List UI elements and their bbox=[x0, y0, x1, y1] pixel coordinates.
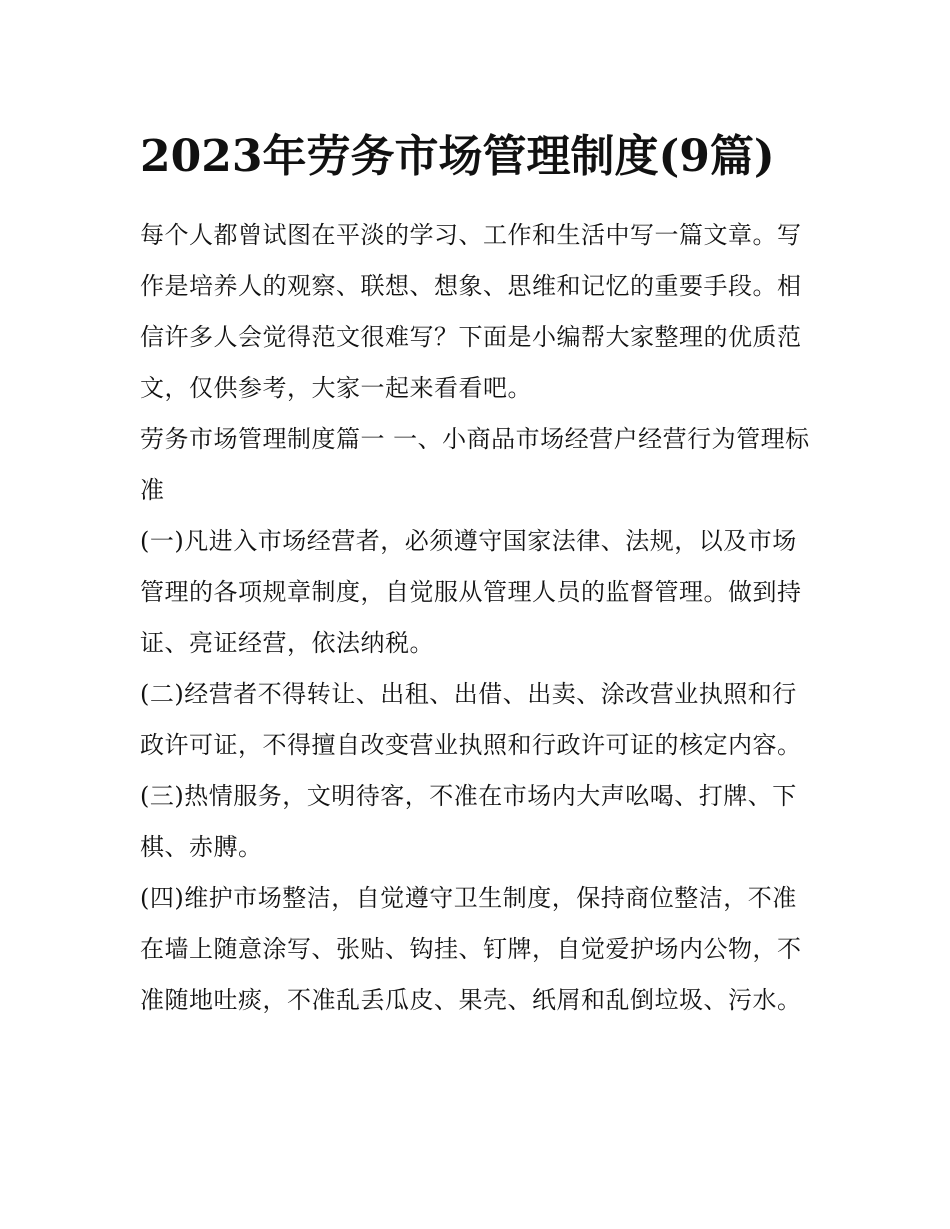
rule-paragraph-4: (四)维护市场整洁，自觉遵守卫生制度，保持商位整洁，不准在墙上随意涂写、张贴、钩挂、钉牌，自觉爱护场内公物，不准随地吐痰，不准乱丢瓜皮、果壳、纸屑和乱倒垃圾、污水。 bbox=[140, 884, 802, 1014]
rule-paragraph-2: (二)经营者不得转让、出租、出借、出卖、涂改营业执照和行政许可证，不得擅自改变营业执照和行政许可证的核定内容。 bbox=[140, 680, 802, 759]
section-heading-paragraph: 劳务市场管理制度篇一 一、小商品市场经营户经营行为管理标准 bbox=[140, 425, 810, 504]
rule-paragraph-1: (一)凡进入市场经营者，必须遵守国家法律、法规，以及市场管理的各项规章制度，自觉服从管理人员的监督管理。做到持证、亮证经营，依法纳税。 bbox=[140, 527, 802, 657]
rule-paragraph-3: (三)热情服务，文明待客，不准在市场内大声吆喝、打牌、下棋、赤膊。 bbox=[140, 782, 797, 861]
intro-paragraph: 每个人都曾试图在平淡的学习、工作和生活中写一篇文章。写作是培养人的观察、联想、想象、思维和记忆的重要手段。相信许多人会觉得范文很难写？下面是小编帮大家整理的优质范文，仅供参考，大家一起来看看吧。 bbox=[140, 221, 802, 402]
document-page bbox=[140, 118, 820, 1026]
document-title: 2023年劳务市场管理制度(9篇) bbox=[140, 131, 775, 182]
